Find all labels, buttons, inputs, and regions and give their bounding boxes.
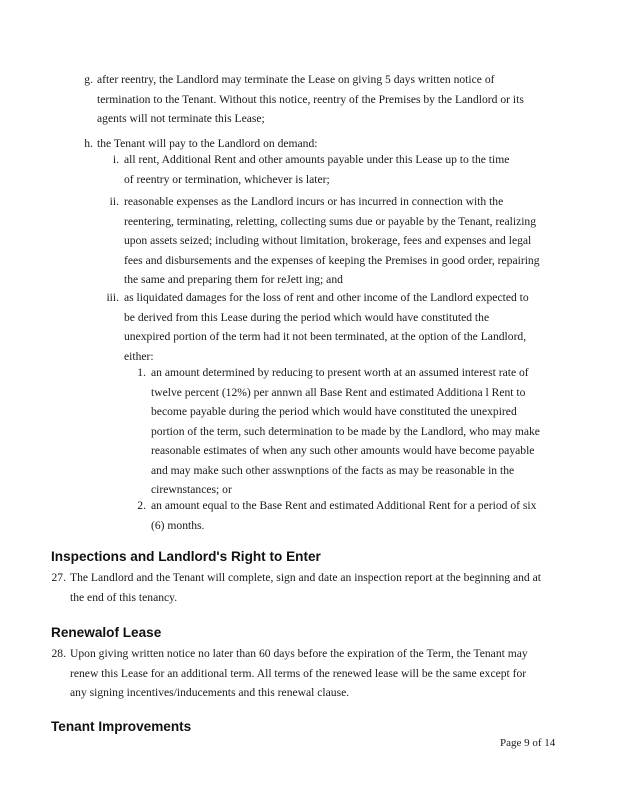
text-line: (6) months. (151, 518, 205, 532)
text-line: all rent, Additional Rent and other amounts payable under this Lease up to the time (124, 153, 510, 166)
text-line: reasonable estimates of when any such other amounts would have become payable (151, 444, 535, 457)
text-line: cirewnstances; or (151, 483, 232, 496)
text-line: become payable during the period which would have constituted the unexpired (151, 405, 517, 418)
text-line: reasonable expenses as the Landlord incurs or has incurred in connection with the (124, 195, 504, 208)
list-marker-i: i. (112, 153, 119, 166)
text-line: upon assets seized; including without limitation, brokerage, fees and expenses and legal (124, 234, 532, 247)
text-line: twelve percent (12%) per annwn all Base Rent and estimated Additiona l Rent to (151, 385, 526, 399)
section-heading-tenant-improvements: Tenant Improvements (51, 719, 192, 734)
text-line: the same and preparing them for reJett ing; and (124, 273, 343, 286)
text-line: the Tenant will pay to the Landlord on demand: (97, 137, 318, 150)
clause-h-ii (124, 192, 540, 290)
clause-h-i (124, 150, 509, 189)
page-number: Page 9 of 14 (500, 737, 556, 749)
text-line: Upon giving written notice no later than 60 days before the expiration of the Term, the Tenant may (70, 647, 528, 660)
list-marker-h: h. (84, 137, 93, 150)
text-line: either: (124, 349, 154, 363)
text-line: renew this Lease for an additional term. All terms of the renewed lease will be the same except for (70, 666, 527, 680)
text-line: The Landlord and the Tenant will complete, sign and date an inspection report at the beginning and at (70, 571, 541, 584)
section-number-27: 27. (51, 571, 66, 584)
clause-option-1 (151, 363, 540, 500)
list-marker-g: g. (84, 73, 93, 86)
text-line: agents will not terminate this Lease; (97, 112, 265, 125)
text-line: an amount determined by reducing to present worth at an assumed interest rate of (151, 366, 529, 379)
clause-g (97, 70, 524, 129)
clause-h-iii (124, 288, 529, 366)
section-heading-renewal: Renewalof Lease (51, 625, 162, 640)
text-line: of reentry or termination, whichever is later; (124, 172, 330, 186)
text-line: the end of this tenancy. (70, 590, 178, 604)
list-marker-2: 2. (137, 499, 146, 512)
text-line: termination to the Tenant. Without this notice, reentry of the Premises by the Landlord or its (97, 92, 524, 106)
text-line: unexpired portion of the term had it not been terminated, at the option of the Landlord, (124, 330, 527, 343)
clause-28 (70, 644, 528, 703)
list-marker-ii: ii. (109, 195, 119, 208)
text-line: as liquidated damages for the loss of rent and other income of the Landlord expected to (124, 291, 529, 304)
text-line: an amount equal to the Base Rent and estimated Additional Rent for a period of six (151, 499, 537, 512)
text-line: any signing incentives/inducements and this renewal clause. (70, 686, 350, 699)
list-marker-1: 1. (137, 366, 146, 379)
text-line: be derived from this Lease during the period which would have constituted the (124, 310, 490, 324)
section-number-28: 28. (51, 647, 66, 660)
section-heading-inspections: Inspections and Landlord's Right to Enter (51, 549, 321, 564)
text-line: reentering, terminating, reletting, collecting sums due or payable by the Tenant, realizing (124, 214, 537, 228)
clause-27 (70, 568, 541, 607)
text-line: fees and disbursements and the expenses of keeping the Premises in good order, repairing (124, 253, 540, 267)
text-line: portion of the term, such determination to be made by the Landlord, who may make (151, 424, 540, 438)
text-line: after reentry, the Landlord may terminate the Lease on giving 5 days written notice of (97, 73, 495, 86)
clause-option-2 (151, 496, 536, 535)
list-marker-iii: iii. (106, 291, 119, 304)
text-line: and may make such other asswnptions of the facts as may be reasonable in the (151, 463, 515, 477)
